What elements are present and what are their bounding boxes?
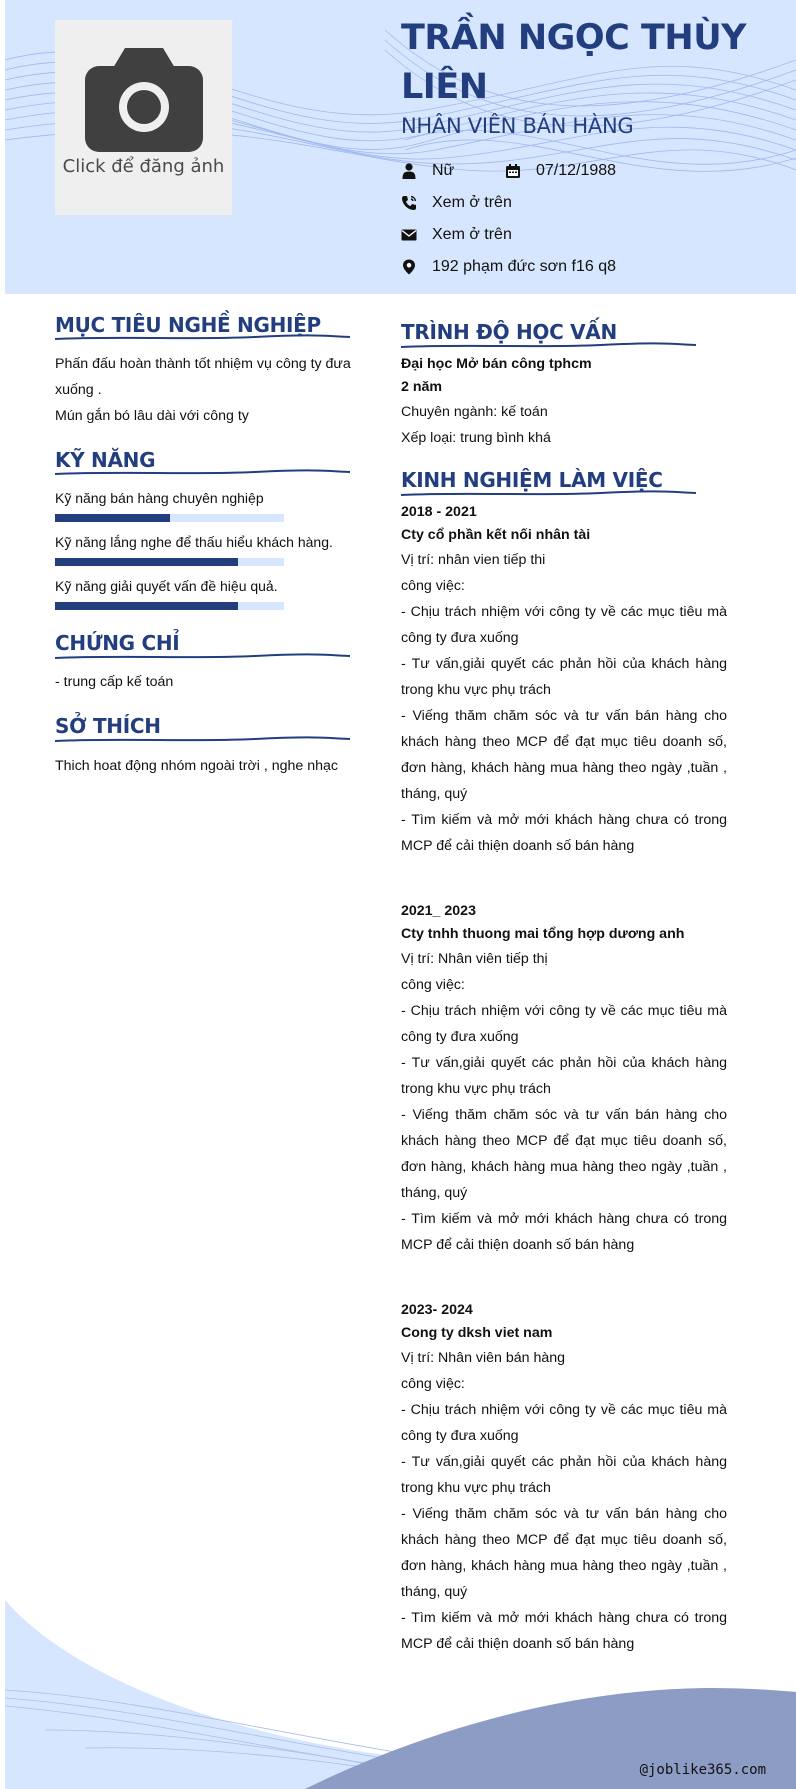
experience-item — [401, 501, 727, 859]
experience-duty: - Viếng thăm chăm sóc và tư vấn bán hàng cho khách hàng theo MCP để đạt mục tiêu doanh số, đơn hàng, khách hàng mua hàng theo ngày ,tuần , tháng, quý — [401, 1107, 727, 1201]
header-banner — [5, 0, 796, 294]
hobbies-underline — [55, 736, 350, 744]
gender-value: Nữ — [432, 162, 455, 179]
skill-label: Kỹ năng lắng nghe để thấu hiểu khách hàng. — [55, 534, 333, 550]
hobbies-text: Thich hoat động nhóm ngoài trời , nghe nhạc — [55, 758, 338, 774]
phone-icon — [401, 195, 417, 211]
skill-item — [55, 488, 345, 508]
experience-duty: - Tìm kiếm và mở mới khách hàng chưa có trong MCP để cải thiện doanh số bán hàng — [401, 1610, 727, 1652]
skill-item — [55, 532, 345, 552]
hobbies-title: SỞ THÍCH — [55, 714, 161, 738]
experience-duty: - Tìm kiếm và mở mới khách hàng chưa có trong MCP để cải thiện doanh số bán hàng — [401, 812, 727, 854]
experience-duty: - Chịu trách nhiệm với công ty về các mục tiêu mà công ty đưa xuống — [401, 604, 727, 646]
experience-underline — [401, 490, 696, 498]
experience-period: 2021_ 2023 — [401, 903, 476, 919]
camera-icon — [85, 48, 203, 152]
objective-title: MỤC TIÊU NGHỀ NGHIỆP — [55, 313, 321, 337]
experience-duty: - Chịu trách nhiệm với công ty về các mục tiêu mà công ty đưa xuống — [401, 1003, 727, 1045]
experience-duties-label: công việc: — [401, 977, 465, 993]
experience-duty: - Viếng thăm chăm sóc và tư vấn bán hàng cho khách hàng theo MCP để đạt mục tiêu doanh số, đơn hàng, khách hàng mua hàng theo ngày ,tuần , tháng, quý — [401, 1506, 727, 1600]
objective-underline — [55, 334, 350, 342]
experience-duty: - Tư vấn,giải quyết các phản hồi của khách hàng trong khu vực phụ trách — [401, 1055, 727, 1097]
experience-duty: - Tư vấn,giải quyết các phản hồi của khách hàng trong khu vực phụ trách — [401, 1454, 727, 1496]
experience-period: 2018 - 2021 — [401, 504, 477, 520]
experience-duties-label: công việc: — [401, 1376, 465, 1392]
education-block — [401, 353, 727, 451]
birthday-value: 07/12/1988 — [536, 162, 617, 179]
experience-duty: - Tư vấn,giải quyết các phản hồi của khách hàng trong khu vực phụ trách — [401, 656, 727, 698]
objective-line: Phấn đấu hoàn thành tốt nhiệm vụ công ty đưa xuống . — [55, 356, 351, 398]
watermark: @joblike365.com — [639, 1762, 766, 1778]
experience-period: 2023- 2024 — [401, 1302, 473, 1318]
education-underline — [401, 342, 696, 350]
experience-position: Vị trí: nhân vien tiếp thi — [401, 552, 546, 568]
experience-company: Cong ty dksh viet nam — [401, 1325, 553, 1341]
skill-bar-fill — [55, 558, 238, 566]
candidate-title: NHÂN VIÊN BÁN HÀNG — [401, 114, 634, 138]
skill-bar — [55, 602, 284, 610]
experience-position: Vị trí: Nhân viên tiếp thị — [401, 951, 548, 967]
phone-value: Xem ở trên — [432, 194, 512, 211]
experience-duties-label: công việc: — [401, 578, 465, 594]
skills-underline — [55, 469, 350, 477]
calendar-icon — [505, 163, 521, 179]
experience-item — [401, 900, 727, 1258]
education-duration: 2 năm — [401, 379, 443, 395]
email-value: Xem ở trên — [432, 226, 512, 243]
skills-title: KỸ NĂNG — [55, 448, 156, 472]
footer-wave-decoration — [5, 1580, 796, 1789]
experience-duty: - Tìm kiếm và mở mới khách hàng chưa có trong MCP để cải thiện doanh số bán hàng — [401, 1211, 727, 1253]
objective-line: Mún gắn bó lâu dài với công ty — [55, 408, 249, 424]
address-value: 192 phạm đức sơn f16 q8 — [432, 258, 616, 275]
certificates-title: CHỨNG CHỈ — [55, 631, 180, 655]
objective-text — [55, 351, 367, 429]
photo-caption: Click để đăng ảnh — [62, 156, 225, 177]
skill-bar-fill — [55, 514, 170, 522]
skill-bar — [55, 514, 284, 522]
experience-duty: - Viếng thăm chăm sóc và tư vấn bán hàng cho khách hàng theo MCP để đạt mục tiêu doanh số, đơn hàng, khách hàng mua hàng theo ngày ,tuần , tháng, quý — [401, 708, 727, 802]
location-pin-icon — [401, 259, 417, 275]
education-major: Chuyên ngành: kế toán — [401, 404, 548, 420]
cv-page — [5, 0, 796, 1789]
experience-title: KINH NGHIỆM LÀM VIỆC — [401, 468, 663, 492]
experience-position: Vị trí: Nhân viên bán hàng — [401, 1350, 566, 1366]
skill-bar-fill — [55, 602, 238, 610]
avatar-upload[interactable] — [55, 20, 232, 215]
education-title: TRÌNH ĐỘ HỌC VẤN — [401, 320, 617, 344]
certificates-text: - trung cấp kế toán — [55, 674, 174, 690]
skill-label: Kỹ năng bán hàng chuyên nghiệp — [55, 490, 264, 506]
person-icon — [401, 163, 417, 179]
education-school: Đại học Mở bán công tphcm — [401, 356, 592, 372]
candidate-name: TRẦN NGỌC THÙY LIÊN — [401, 18, 746, 107]
experience-company: Cty cổ phần kết nối nhân tài — [401, 527, 591, 543]
skill-item — [55, 576, 345, 596]
experience-duty: - Chịu trách nhiệm với công ty về các mục tiêu mà công ty đưa xuống — [401, 1402, 727, 1444]
skill-label: Kỹ năng giải quyết vấn đề hiệu quả. — [55, 578, 278, 594]
certificates-underline — [55, 653, 350, 661]
education-grade: Xếp loại: trung bình khá — [401, 430, 551, 446]
envelope-icon — [401, 227, 417, 243]
experience-company: Cty tnhh thuong mai tổng hợp dương anh — [401, 926, 685, 942]
skill-bar — [55, 558, 284, 566]
